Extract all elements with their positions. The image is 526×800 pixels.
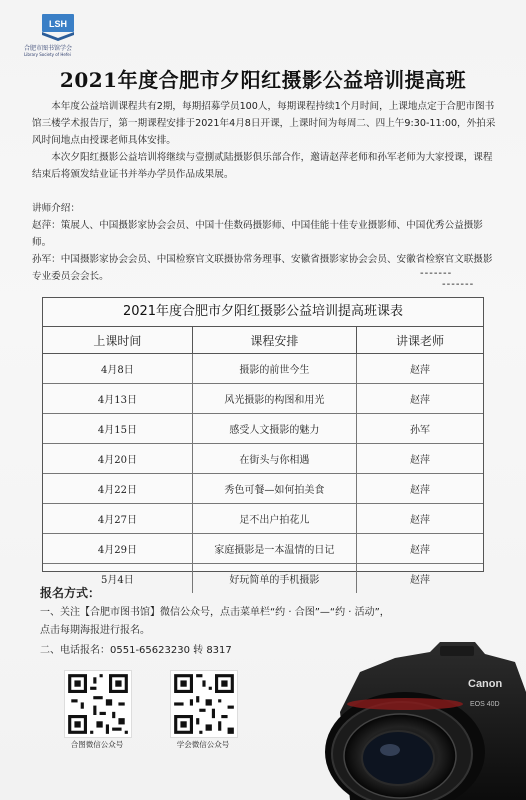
cell-date: 4月27日	[43, 504, 192, 534]
registration-phone-line: 二、电话报名：0551-65623230 转 8317	[40, 645, 232, 656]
cell-teacher: 孙军	[357, 414, 483, 444]
cell-course: 风光摄影的构图和用光	[192, 384, 356, 414]
table-row	[43, 384, 483, 414]
camera-icon	[290, 632, 526, 800]
cell-teacher: 赵萍	[357, 354, 483, 384]
cell-date: 4月15日	[43, 414, 192, 444]
cell-course: 摄影的前世今生	[192, 354, 356, 384]
schedule-title: 2021年度合肥市夕阳红摄影公益培训提高班课表	[43, 298, 483, 327]
cell-teacher: 赵萍	[357, 504, 483, 534]
camera-model: EOS 40D	[470, 701, 500, 708]
camera-brand: Canon	[468, 678, 503, 690]
table-row	[43, 534, 483, 564]
library-qr-label: 合图微信公众号	[70, 740, 124, 749]
cell-course: 好玩简单的手机摄影	[192, 564, 356, 594]
schedule-header-row	[43, 327, 483, 354]
dashes-divider: -------	[420, 268, 453, 279]
intro-paragraph-2: 本次夕阳红摄影公益培训将继续与壹捌贰陆摄影俱乐部合作，邀请赵萍老师和孙军老师为大家授课，课程结束后将颁发结业证书并举办学员作品成果展。	[32, 152, 493, 180]
cell-course: 秀色可餐—如何拍美食	[192, 474, 356, 504]
header-teacher: 讲课老师	[357, 327, 483, 354]
teacher-sun: 孙军：中国摄影家协会会员、中国检察官文联摄协常务理事、安徽省摄影家协会会员、安徽省检察官文联摄影专业委员会会长。	[32, 254, 493, 282]
table-row	[43, 474, 483, 504]
cell-teacher: 赵萍	[410, 575, 431, 586]
cell-teacher: 赵萍	[357, 444, 483, 474]
logo-name: 合肥市图书馆学会	[24, 45, 73, 52]
table-row	[43, 564, 483, 594]
cell-course: 足不出户拍花儿	[192, 504, 356, 534]
logo-subname: Library Society of Hefei	[24, 52, 71, 57]
logo-mark: LSH	[49, 19, 67, 29]
cell-teacher: 赵萍	[357, 534, 483, 564]
page-title: 2021年度合肥市夕阳红摄影公益培训提高班	[59, 68, 467, 92]
intro-paragraph-1: 本年度公益培训课程共有2期，每期招募学员100人，每期课程持续1个月时间，上课地点定于合肥市图书馆三楼学术报告厅，第一期课程安排于2021年4月8日开课，上课时间为每周二、四上午9:30-11:00，外拍采风时间地点由授课老师具体安排。	[32, 101, 496, 146]
table-row	[43, 354, 483, 384]
cell-date: 4月29日	[43, 534, 192, 564]
cell-date: 5月4日	[43, 564, 192, 594]
library-wechat-qr-code[interactable]	[64, 670, 132, 738]
table-row	[43, 444, 483, 474]
header-date: 上课时间	[43, 327, 192, 354]
dashes-divider-2: -------	[442, 279, 475, 290]
cell-teacher: 赵萍	[357, 474, 483, 504]
cell-date: 4月20日	[43, 444, 192, 474]
table-row	[43, 414, 483, 444]
intro-section	[32, 98, 502, 183]
teacher-zhao: 赵萍：策展人、中国摄影家协会会员、中国十佳数码摄影师、中国佳能十佳专业摄影师、中国优秀公益摄影师。	[32, 220, 483, 248]
cell-date: 4月8日	[43, 354, 192, 384]
registration-wechat-line: 一、关注【合肥市图书馆】微信公众号，点击菜单栏“约 · 合图”—“约 · 活动”，	[40, 607, 390, 618]
cell-course: 感受人文摄影的魅力	[192, 414, 356, 444]
cell-date: 4月22日	[43, 474, 192, 504]
teachers-heading: 讲师介绍：	[32, 203, 80, 214]
cell-course: 在街头与你相遇	[192, 444, 356, 474]
logo-text	[24, 46, 104, 58]
cell-course: 家庭摄影是一本温情的日记	[192, 534, 356, 564]
table-row	[43, 504, 483, 534]
society-wechat-qr-code[interactable]	[170, 670, 238, 738]
schedule-table	[42, 297, 484, 586]
registration-title: 报名方式：	[40, 586, 101, 600]
cell-date: 4月13日	[43, 384, 192, 414]
cell-teacher: 赵萍	[357, 384, 483, 414]
society-qr-label: 学会微信公众号	[176, 740, 230, 749]
header-course: 课程安排	[192, 327, 356, 354]
registration-wechat-line-2: 点击每期海报进行报名。	[40, 625, 150, 636]
